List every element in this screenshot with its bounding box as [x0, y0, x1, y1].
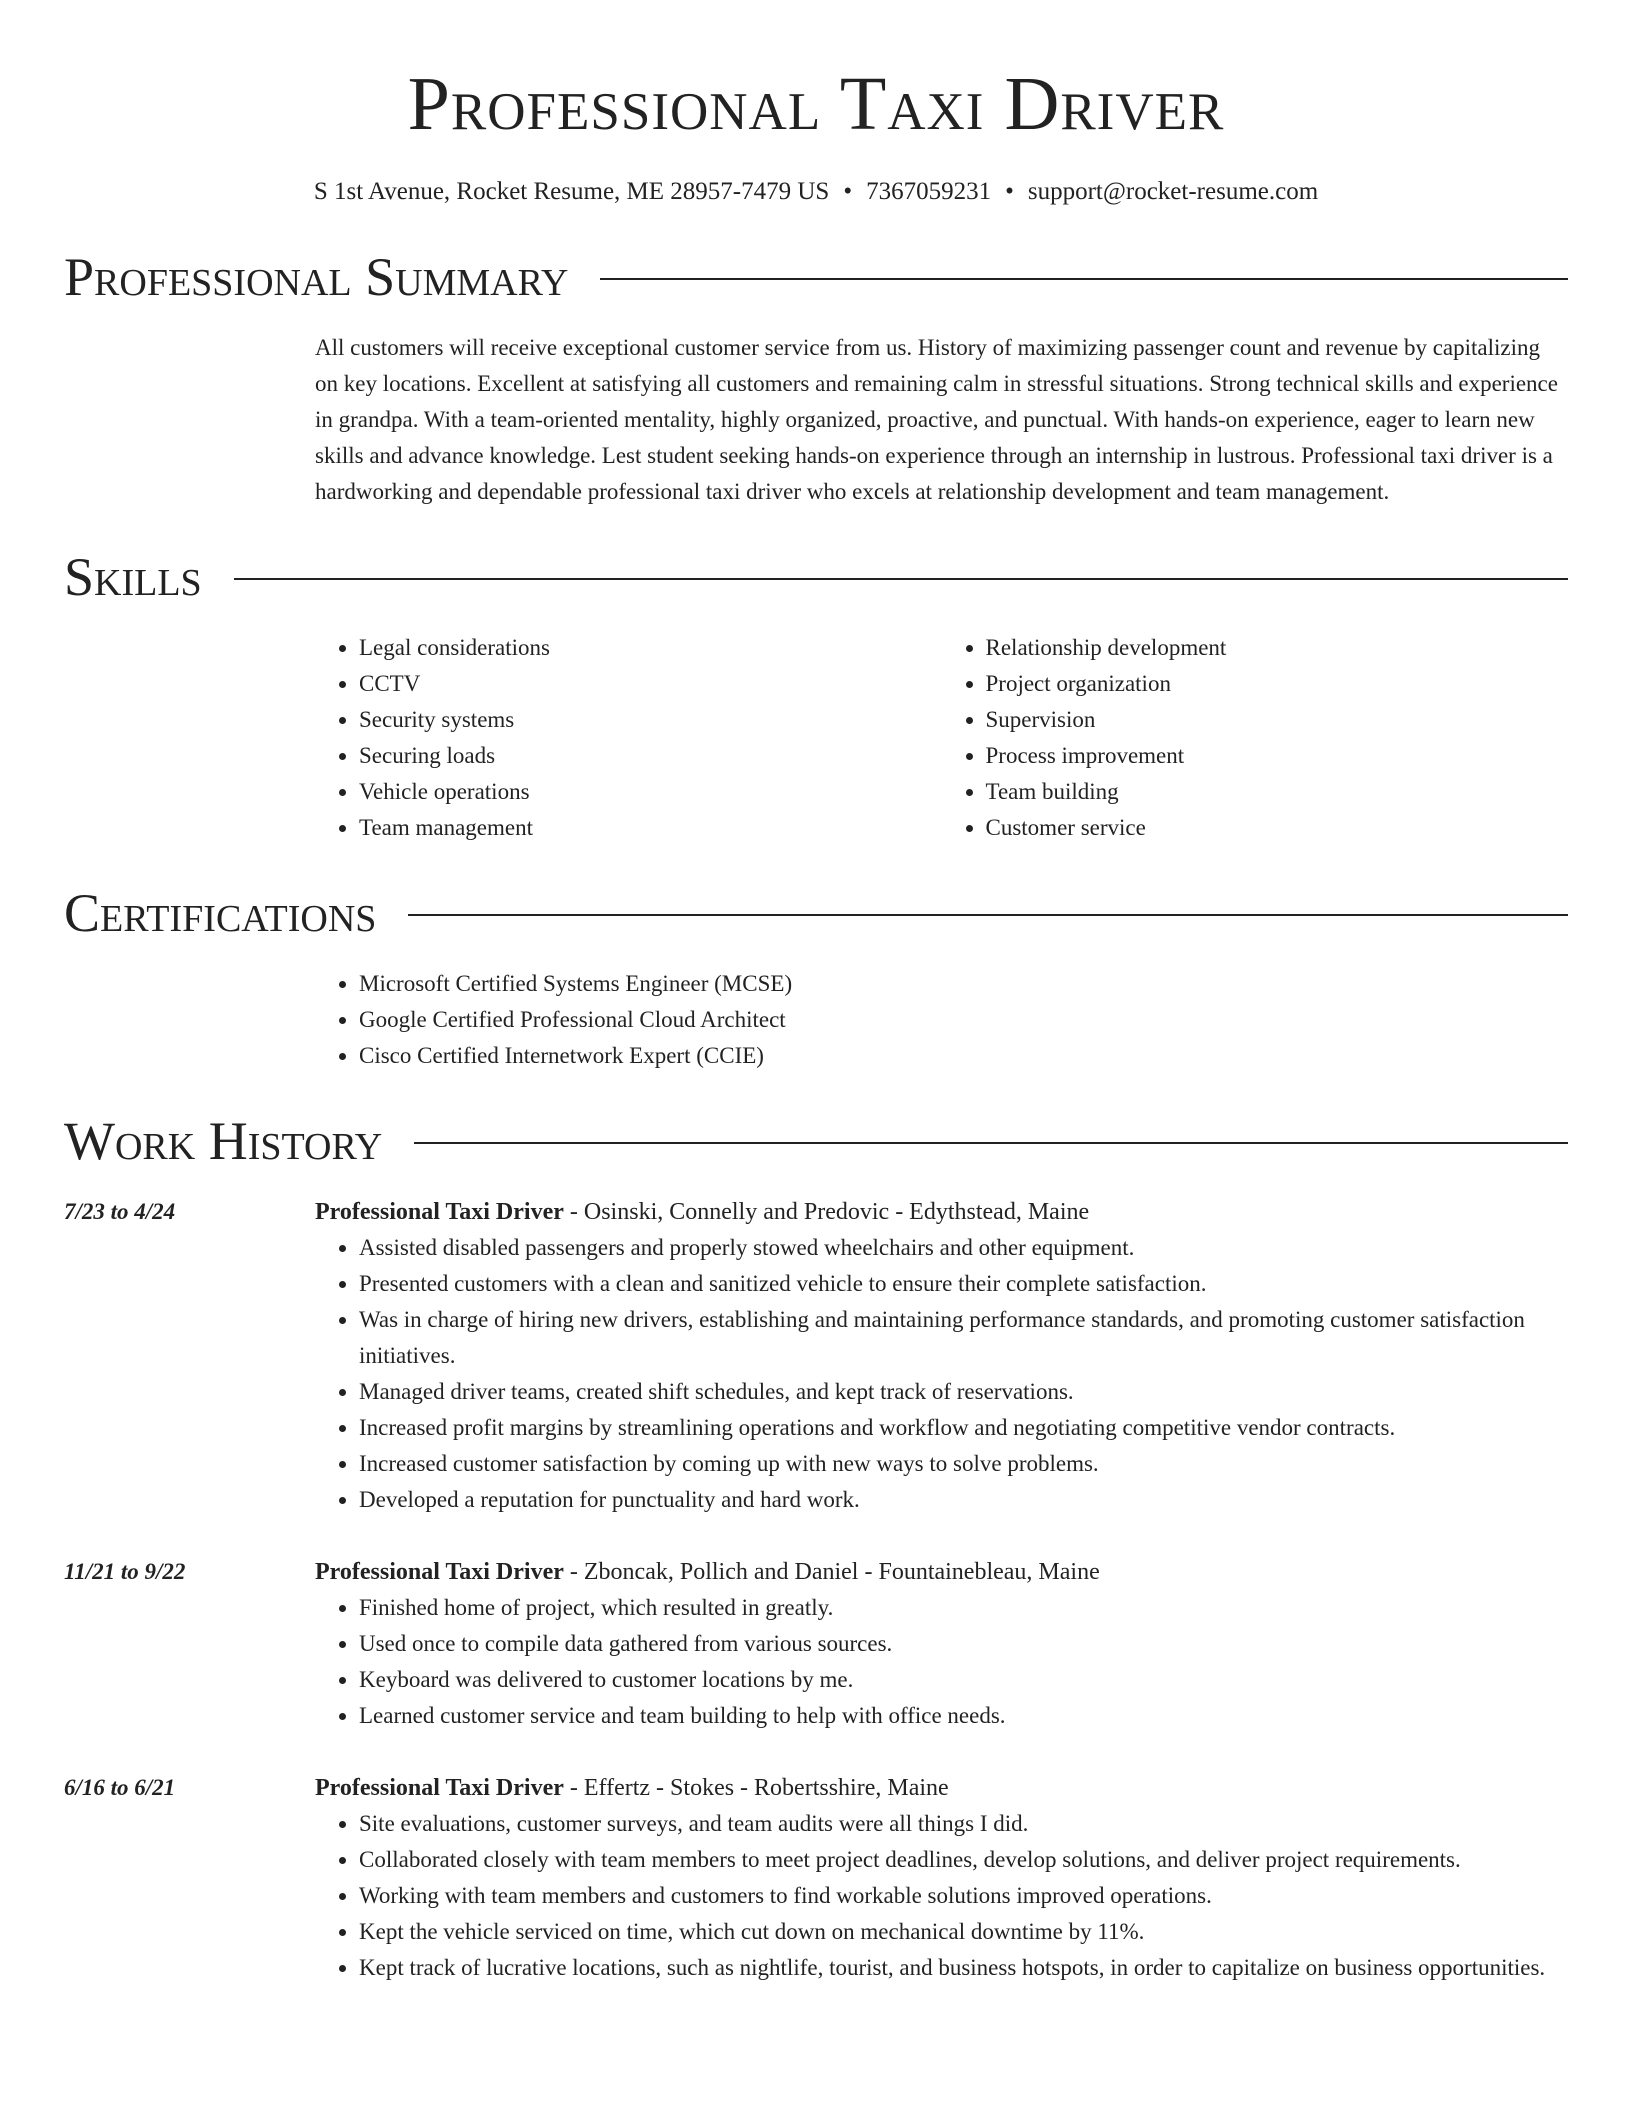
contact-line [64, 174, 1568, 210]
job-dates: 6/16 to 6/21 [64, 1775, 176, 1800]
job-heading [315, 1554, 1568, 1590]
job-title: Professional Taxi Driver [315, 1199, 564, 1225]
job-heading [315, 1770, 1568, 1806]
summary-section-header [64, 246, 1568, 308]
certification-item: • Google Certified Professional Cloud Architect [359, 1002, 1568, 1038]
job-bullet: • Developed a reputation for punctuality and hard work. [359, 1482, 1568, 1518]
skill-item: • Team management [359, 810, 942, 846]
job-bullet: • Collaborated closely with team members to meet project deadlines, develop solutions, and deliver project requirements. [359, 1842, 1568, 1878]
skill-item: • Relationship development [986, 630, 1569, 666]
section-divider [408, 914, 1568, 916]
skill-item: • Team building [986, 774, 1569, 810]
job-bullet: • Was in charge of hiring new drivers, establishing and maintaining performance standards, and promoting customer satisfaction initiatives. [359, 1302, 1568, 1374]
job-bullet: • Learned customer service and team building to help with office needs. [359, 1698, 1568, 1734]
work-section-title: Work History [64, 1111, 383, 1171]
job-bullet: • Increased customer satisfaction by coming up with new ways to solve problems. [359, 1446, 1568, 1482]
job-title: Professional Taxi Driver [315, 1559, 564, 1585]
job-bullet: • Kept track of lucrative locations, such as nightlife, tourist, and business hotspots, in order to capitalize on business opportunities. [359, 1950, 1568, 1986]
skills-section-title: Skills [64, 547, 202, 607]
job-details: - Zboncak, Pollich and Daniel - Fountainebleau, Maine [563, 1559, 1100, 1585]
section-divider [414, 1142, 1568, 1144]
job-bullets [315, 1806, 1568, 1986]
job-bullet: • Used once to compile data gathered from various sources. [359, 1626, 1568, 1662]
skill-item: • Project organization [986, 666, 1569, 702]
skill-item: • Process improvement [986, 738, 1569, 774]
job-dates: 7/23 to 4/24 [64, 1199, 176, 1224]
section-divider [600, 278, 1568, 280]
job-heading [315, 1194, 1568, 1230]
skill-item: • Vehicle operations [359, 774, 942, 810]
skill-item: • Security systems [359, 702, 942, 738]
skill-item: • Legal considerations [359, 630, 942, 666]
job-entry [64, 1554, 1568, 1734]
job-entry [64, 1770, 1568, 1986]
job-bullet: • Assisted disabled passengers and properly stowed wheelchairs and other equipment. [359, 1230, 1568, 1266]
skill-item: • Customer service [986, 810, 1569, 846]
skills-list [315, 630, 1568, 846]
job-bullets [315, 1230, 1568, 1518]
job-bullet: • Increased profit margins by streamlining operations and workflow and negotiating competitive vendor contracts. [359, 1410, 1568, 1446]
certification-item: • Microsoft Certified Systems Engineer (MCSE) [359, 966, 1568, 1002]
summary-text: All customers will receive exceptional customer service from us. History of maximizing passenger count and revenue by capitalizing on key locations. Excellent at satisfying all customers and remaining calm in stressful situations. Strong technical skills and experience in grandpa. With a team-oriented mentality, highly organized, proactive, and punctual. With hands-on experience, eager to learn new skills and advance knowledge. Lest student seeking hands-on experience through an internship in lustrous. Professional taxi driver is a hardworking and dependable professional taxi driver who excels at relationship development and team management. [315, 335, 1558, 504]
job-bullet: • Kept the vehicle serviced on time, which cut down on mechanical downtime by 11%. [359, 1914, 1568, 1950]
job-bullet: • Finished home of project, which resulted in greatly. [359, 1590, 1568, 1626]
job-bullet: • Presented customers with a clean and sanitized vehicle to ensure their complete satisfaction. [359, 1266, 1568, 1302]
job-bullet: • Managed driver teams, created shift schedules, and kept track of reservations. [359, 1374, 1568, 1410]
skills-section-header [64, 546, 1568, 608]
work-section-header [64, 1110, 1568, 1172]
job-details: - Effertz - Stokes - Robertsshire, Maine [563, 1775, 949, 1801]
job-entry [64, 1194, 1568, 1518]
skill-item: • Securing loads [359, 738, 942, 774]
summary-section-title: Professional Summary [64, 247, 569, 307]
job-details: - Osinski, Connelly and Predovic - Edythstead, Maine [563, 1199, 1090, 1225]
contact-separator: • [1005, 178, 1014, 205]
job-dates: 11/21 to 9/22 [64, 1559, 186, 1584]
job-bullet: • Keyboard was delivered to customer locations by me. [359, 1662, 1568, 1698]
section-divider [234, 578, 1568, 580]
job-bullet: • Working with team members and customers to find workable solutions improved operations. [359, 1878, 1568, 1914]
certifications-section-title: Certifications [64, 883, 377, 943]
certifications-list [315, 966, 1568, 1074]
job-bullet: • Site evaluations, customer surveys, and team audits were all things I did. [359, 1806, 1568, 1842]
contact-email: support@rocket-resume.com [1027, 178, 1319, 205]
job-title: Professional Taxi Driver [315, 1775, 564, 1801]
certifications-section-header [64, 882, 1568, 944]
contact-separator: • [843, 178, 853, 205]
job-bullets [315, 1590, 1568, 1734]
skills-column-right [942, 630, 1569, 846]
skill-item: • CCTV [359, 666, 942, 702]
certification-item: • Cisco Certified Internetwork Expert (CCIE) [359, 1038, 1568, 1074]
skills-column-left [315, 630, 942, 846]
skill-item: • Supervision [986, 702, 1569, 738]
contact-address: S 1st Avenue, Rocket Resume, ME 28957-7479 US [313, 178, 830, 205]
candidate-name: Professional Taxi Driver [407, 62, 1225, 146]
contact-phone: 7367059231 [866, 178, 992, 205]
